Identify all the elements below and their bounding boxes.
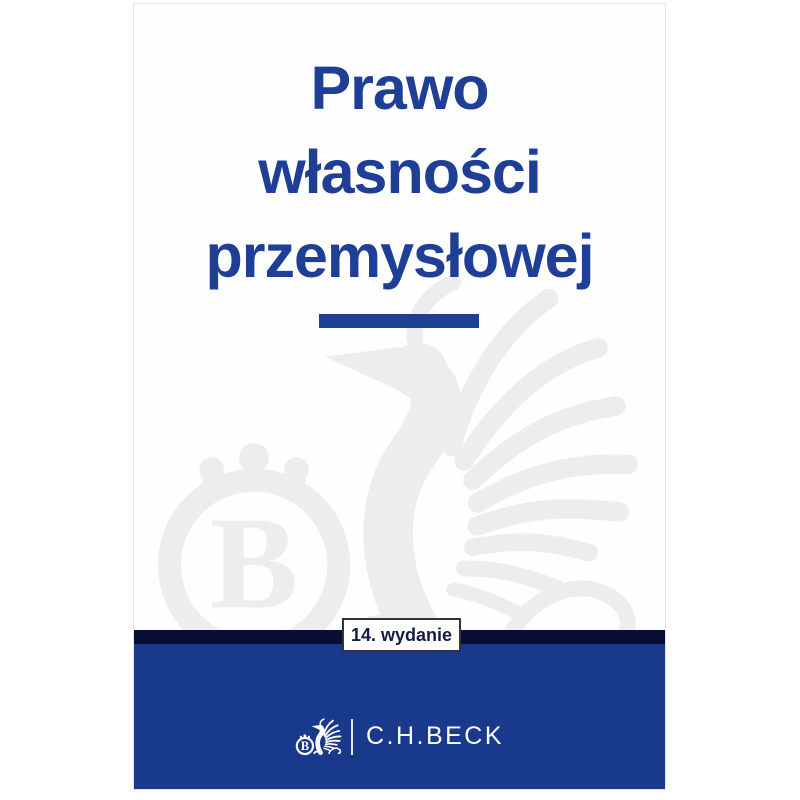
edition-badge <box>342 618 461 652</box>
publisher-logo <box>295 716 504 758</box>
title-divider <box>319 314 479 328</box>
book-cover <box>133 3 666 790</box>
title-line-3: przemysłowej <box>205 222 594 290</box>
beck-griffin-icon <box>295 718 342 756</box>
edition-badge-label: 14. wydanie <box>350 625 453 645</box>
logo-separator <box>351 719 353 755</box>
title-line-2: własności <box>258 138 541 206</box>
beck-griffin-watermark-icon <box>150 272 644 669</box>
publisher-band <box>134 644 665 789</box>
title-line-1: Prawo <box>310 54 489 122</box>
publisher-name: C.H.BECK <box>365 721 505 750</box>
book-title <box>134 46 665 298</box>
